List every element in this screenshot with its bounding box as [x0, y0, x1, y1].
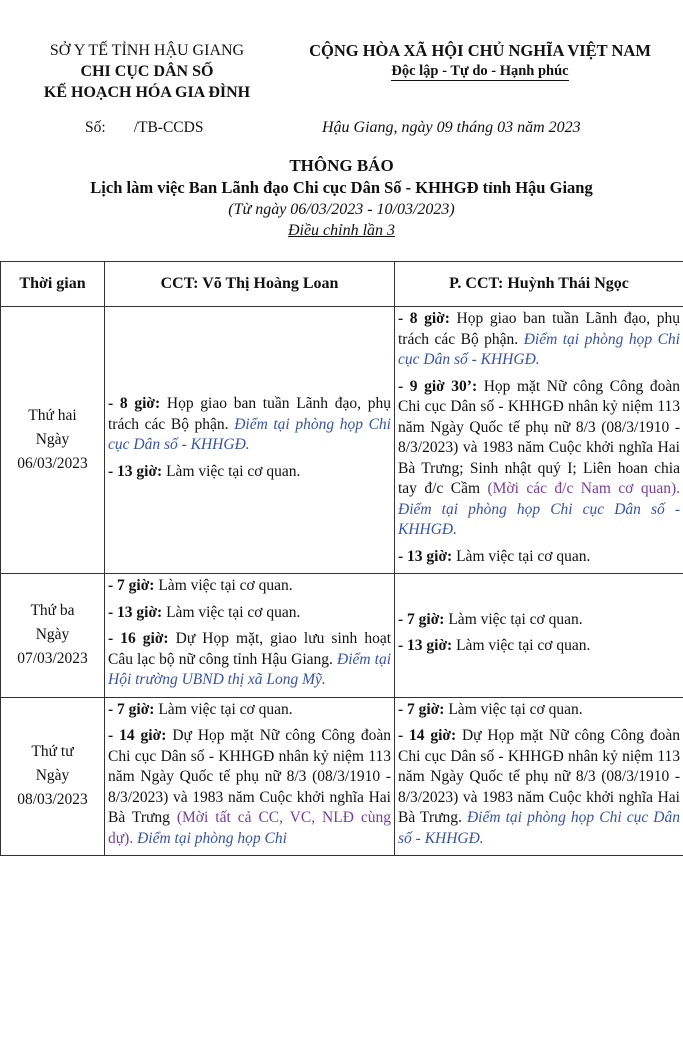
day-name: Thứ tư	[31, 743, 74, 761]
activity-time: - 8 giờ:	[108, 395, 161, 412]
day-label: Ngày	[35, 626, 70, 644]
activity-text: Làm việc tại cơ quan.	[444, 610, 583, 628]
day-cell	[1, 307, 105, 574]
day-date: 06/03/2023	[17, 455, 88, 472]
activity-text: Làm việc tại cơ quan.	[452, 637, 591, 655]
place-date: Hậu Giang, ngày 09 tháng 03 năm 2023	[322, 119, 581, 136]
activity-text: Làm việc tại cơ quan.	[162, 462, 301, 480]
activity-item	[108, 576, 391, 597]
activity-text: Làm việc tại cơ quan.	[154, 577, 293, 594]
national-title: CỘNG HÒA XÃ HỘI CHỦ NGHĨA VIỆT NAM	[309, 41, 651, 60]
agency-line-1: SỞ Y TẾ TỈNH HẬU GIANG	[49, 42, 245, 59]
schedule-row	[1, 697, 683, 856]
activity-time: - 7 giờ:	[398, 700, 445, 718]
header-time: Thời gian	[1, 262, 105, 307]
activity-text: Dự Họp mặt Nữ công Công đoàn Chi cục Dân số - KHHGĐ nhân kỷ niệm 113 năm Ngày Quốc tế phụ nữ 8/3 (08/3/1910 - 8/3/2023) và 1983 năm Cuộc khởi nghĩa Hai Bà Trưng	[108, 727, 391, 826]
day-date: 07/03/2023	[17, 650, 88, 668]
activity-item	[398, 547, 680, 568]
activity-item	[108, 603, 391, 624]
national-header	[285, 40, 675, 81]
activity-text: Dự Họp mặt, giao lưu sinh hoạt Câu lạc bộ nữ công tỉnh Hậu Giang.	[108, 630, 392, 668]
activity-item	[108, 394, 391, 456]
day-name: Thứ ba	[30, 602, 75, 620]
activity-text: Làm việc tại cơ quan.	[452, 547, 591, 565]
header-pcct: P. CCT: Huỳnh Thái Ngọc	[395, 262, 683, 307]
header-cct: CCT: Võ Thị Hoàng Loan	[105, 262, 395, 307]
activity-invite: (Mời các đ/c Nam cơ quan).	[487, 480, 680, 497]
activity-item	[398, 309, 680, 371]
day-cell	[1, 574, 105, 698]
activity-time: - 7 giờ:	[398, 610, 445, 628]
activity-place: Điểm tại phòng họp Chi	[133, 829, 287, 847]
activity-time: - 16 giờ:	[108, 630, 169, 647]
day-label: Ngày	[35, 431, 70, 448]
notice-titles	[0, 155, 683, 242]
activity-time: - 14 giờ:	[108, 727, 167, 744]
schedule-row	[1, 574, 683, 698]
notice-period: (Từ ngày 06/03/2023 - 10/03/2023)	[228, 201, 455, 218]
activity-invite: (Mời tất cả CC, VC, NLĐ cùng dự).	[108, 809, 391, 847]
activity-place: Điểm tại phòng họp Chi cục Dân số - KHHGĐ.	[398, 809, 680, 847]
activity-time: - 13 giờ:	[398, 547, 453, 565]
activity-time: - 14 giờ:	[398, 727, 457, 744]
agency-header	[22, 40, 272, 103]
agency-line-3: KẾ HOẠCH HÓA GIA ĐÌNH	[43, 84, 251, 101]
document-number-code: /TB-CCDS	[133, 119, 204, 136]
day-cell	[1, 697, 105, 856]
schedule-row	[1, 307, 683, 574]
activity-text: Dự Họp mặt Nữ công Công đoàn Chi cục Dân số - KHHGĐ nhân kỷ niệm 113 năm Ngày Quốc tế phụ nữ 8/3 (08/3/1910 - 8/3/2023) và 1983 năm Cuộc khởi nghĩa Hai Bà Trưng.	[398, 727, 680, 826]
activity-time: - 7 giờ:	[108, 577, 155, 594]
activity-time: - 13 giờ:	[108, 462, 163, 480]
day-date: 08/03/2023	[17, 791, 88, 809]
activity-item	[108, 700, 391, 721]
schedule-header-row	[1, 262, 683, 307]
activity-item	[108, 726, 391, 849]
notice-revision: Điều chỉnh lần 3	[287, 222, 396, 239]
cct-activities-cell	[105, 307, 395, 574]
activity-text: Họp giao ban tuần Lãnh đạo, phụ trách các Bộ phận.	[398, 310, 680, 348]
activity-item	[398, 377, 680, 541]
notice-title: THÔNG BÁO	[289, 156, 394, 175]
activity-item	[398, 610, 680, 631]
document-number-label: Số:	[85, 119, 106, 136]
activity-time: - 7 giờ:	[108, 700, 155, 718]
cct-activities-cell	[105, 697, 395, 856]
schedule-table	[0, 261, 683, 856]
activity-place: Điểm tại phòng họp Chi cục Dân số - KHHGĐ.	[398, 330, 680, 368]
pcct-activities-cell	[395, 574, 683, 698]
activity-time: - 13 giờ:	[108, 603, 163, 621]
activity-place: Điểm tại Hội trường UBND thị xã Long Mỹ.	[108, 650, 391, 688]
day-name: Thứ hai	[28, 407, 77, 424]
cct-activities-cell	[105, 574, 395, 698]
document-number	[85, 119, 203, 137]
activity-time: - 9 giờ 30’:	[398, 377, 478, 395]
activity-item	[398, 700, 680, 721]
day-label: Ngày	[35, 767, 70, 785]
activity-text: Làm việc tại cơ quan.	[154, 700, 293, 718]
activity-place: Điểm tại phòng họp Chi cục Dân số - KHHGĐ.	[398, 500, 680, 538]
activity-text: Họp giao ban tuần Lãnh đạo, phụ trách các Bộ phận.	[108, 395, 391, 433]
activity-text: Họp mặt Nữ công Công đoàn Chi cục Dân số - KHHGĐ nhân kỷ niệm 113 năm Ngày Quốc tế phụ nữ 8/3 (08/3/1910 - 8/3/2023) và 1983 năm Cuộc khởi nghĩa Hai Bà Trưng; Sinh nhật quý I; Liên hoan chia tay đ/c Cầm	[398, 377, 680, 497]
pcct-activities-cell	[395, 697, 683, 856]
agency-line-2: CHI CỤC DÂN SỐ	[80, 63, 214, 80]
notice-subtitle: Lịch làm việc Ban Lãnh đạo Chi cục Dân Số - KHHGĐ tỉnh Hậu Giang	[90, 178, 593, 197]
activity-item	[398, 636, 680, 657]
national-motto: Độc lập - Tự do - Hạnh phúc	[391, 63, 569, 79]
activity-item	[398, 726, 680, 849]
activity-time: - 13 giờ:	[398, 637, 453, 655]
activity-text: Làm việc tại cơ quan.	[162, 603, 301, 621]
activity-text: Làm việc tại cơ quan.	[444, 700, 583, 718]
activity-time: - 8 giờ:	[398, 310, 450, 327]
pcct-activities-cell	[395, 307, 683, 574]
activity-item	[108, 629, 391, 691]
activity-place: Điểm tại phòng họp Chi cục Dân số - KHHGĐ.	[108, 415, 391, 453]
activity-item	[108, 462, 391, 483]
